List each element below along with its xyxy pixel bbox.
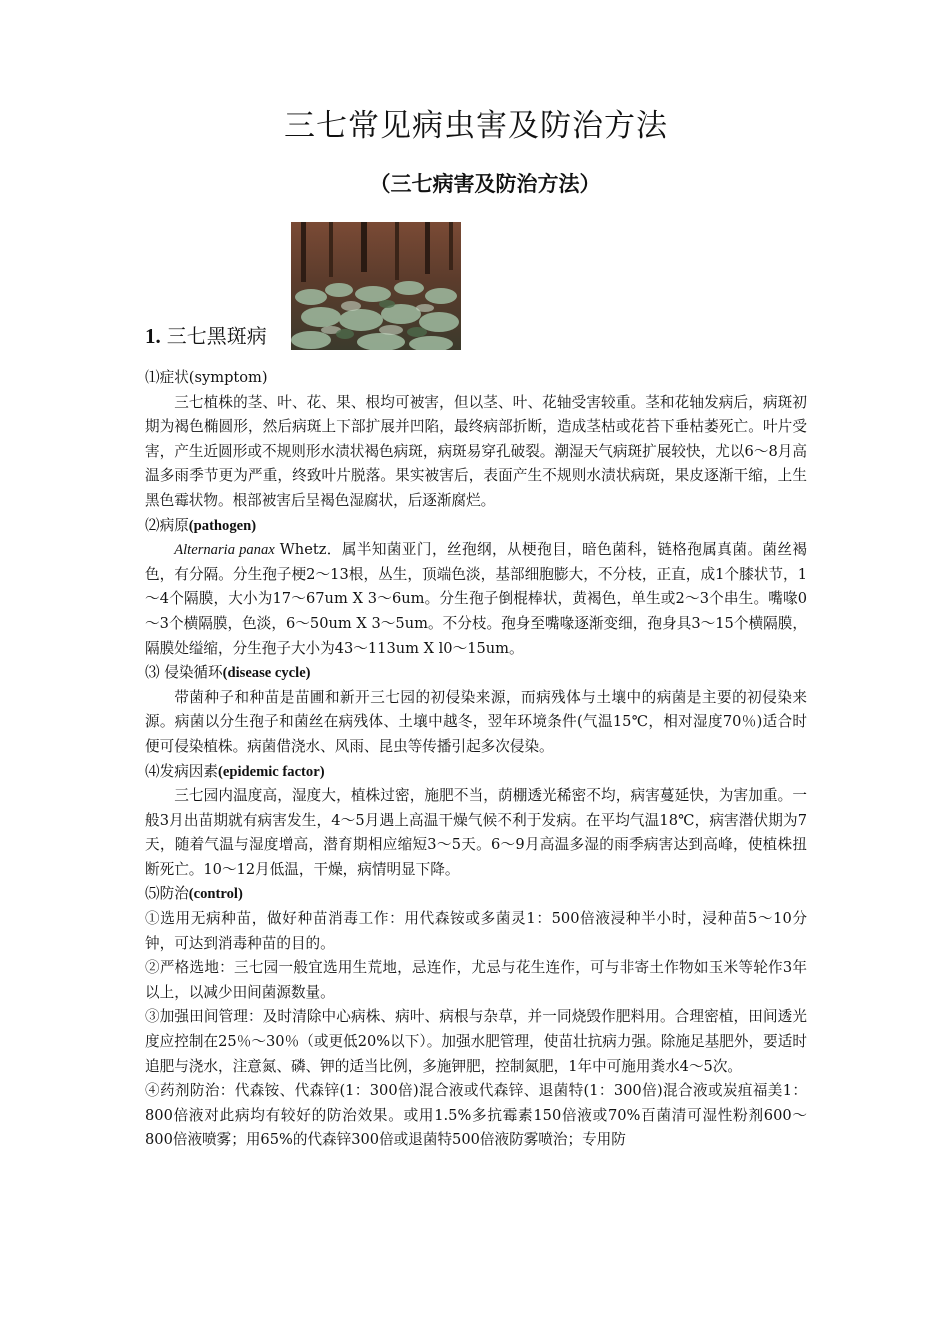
document-title: 三七常见病虫害及防治方法 [284,108,668,144]
article-body [145,366,807,1153]
factor-text: 三七园内温度高，湿度大，植株过密，施肥不当，荫棚透光稀密不均，病害蔓延快，为害加重。一般3月出苗期就有病害发生，4～5月遇上高温干燥气候不利于发病。在平均气温18℃，病害潜伏期为7天，随着气温与湿度增高，潜育期相应缩短3～5天。6～9月高温多湿的雨季病害达到高峰，使植株扭断死亡。10～12月低温，干燥，病情明显下降。 [145,787,807,878]
cycle-text: 带菌种子和种苗是苗圃和新开三七园的初侵染来源，而病残体与土壤中的病菌是主要的初侵染来源。病菌以分生孢子和菌丝在病残体、土壤中越冬，翌年环境条件(气温15℃，相对湿度70％)适合时便可侵染植株。病菌借浇水、风雨、昆虫等传播引起多次侵染。 [145,688,807,755]
factor-heading: ⑷发病因素(epidemic factor) [145,762,325,780]
section-number: 1. [145,324,161,348]
cycle-heading: ⑶ 侵染循环(disease cycle) [145,664,311,682]
pathogen-text: Alternaria panax Whetz．属半知菌亚门，丝孢纲，从梗孢目，暗色菌科，链格孢属真菌。菌丝褐色，有分隔。分生孢子梗2～13根，丛生，顶端色淡，基部细胞膨大，不分枝，正直，成1个膝状节，1～4个隔膜，大小为17～67um X 3～6um。分生孢子倒棍棒状，黄褐色，单生或2～3个串生。嘴喙0～3个横隔膜，色淡，6～50um X 3～5um。不分枝。孢身至嘴喙逐渐变细，孢身具3～15个横隔膜，隔膜处缢缩，分生孢子大小为43～113um X l0～15um。 [145,541,807,657]
sanqi-plants-photo [291,222,461,350]
control-item: ①选用无病种苗，做好种苗消毒工作：用代森铵或多菌灵1：500倍液浸种半小时，浸种苗5～10分钟，可达到消毒种苗的目的。 [145,910,807,952]
control-item: ②严格选地：三七园一般宜选用生荒地，忌连作，尤忌与花生连作，可与非寄土作物如玉米等轮作3年以上，以减少田间菌源数量。 [145,959,807,1001]
symptom-text: 三七植株的茎、叶、花、果、根均可被害，但以茎、叶、花轴受害较重。茎和花轴发病后，病斑初期为褐色椭圆形，然后病斑上下部扩展并凹陷，最终病部折断，造成茎枯或花苔下垂枯萎死亡。叶片受害，产生近圆形或不规则形水渍状褐色病斑，病斑易穿孔破裂。潮湿天气病斑扩展较快，尤以6～8月高温多雨季节更为严重，终致叶片脱落。果实被害后，表面产生不规则水渍状病斑，果皮逐渐干缩，上生黑色霉状物。根部被害后呈褐色湿腐状，后逐渐腐烂。 [145,393,807,509]
symptom-heading: ⑴症状(symptom) [145,369,268,386]
section-heading [145,320,267,349]
pathogen-heading: ⑵病原(pathogen) [145,516,257,534]
control-heading: ⑸防治(control) [145,885,243,903]
pathogen-latin-name: Alternaria panax [174,542,275,559]
control-item: ④药剂防治：代森铵、代森锌(1：300倍)混合液或代森锌、退菌特(1：300倍)混合液或炭疽福美1：800倍液对此病均有较好的防治效果。或用1.5%多抗霉素150倍液或70%百菌清可湿性粉剂600～800倍液喷雾；用65%的代森锌300倍或退菌特500倍液防雾喷治；专用防 [145,1082,807,1149]
document-subtitle: （三七病害及防治方法） [369,171,601,196]
control-item: ③加强田间管理：及时清除中心病株、病叶、病根与杂草，并一同烧毁作肥料用。合理密植，田间透光度应控制在25％～30％（或更低20%以下）。加强水肥管理，使苗壮抗病力强。除施足基肥外，要适时追肥与浇水，注意氮、磷、钾的适当比例，多施钾肥，控制氮肥，1年中可施用粪水4～5次。 [145,1008,807,1075]
section-title: 三七黑斑病 [166,324,267,348]
